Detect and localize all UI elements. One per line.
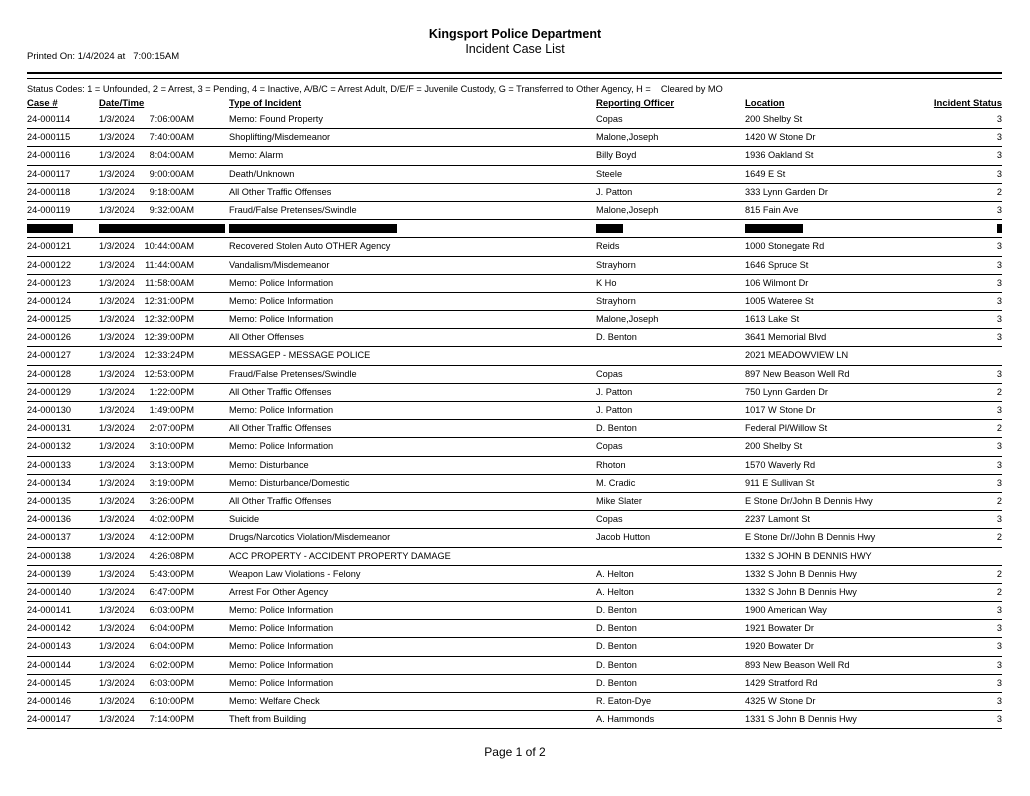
incident-type: All Other Traffic Offenses (229, 186, 332, 197)
incident-type: All Other Traffic Offenses (229, 423, 332, 434)
incident-time: 12:33:24PM (144, 350, 194, 361)
reporting-officer: D. Benton (596, 677, 637, 688)
incident-type: Memo: Police Information (229, 405, 334, 415)
reporting-officer: R. Eaton-Dye (596, 696, 652, 706)
reporting-officer: Reids (596, 241, 620, 252)
incident-location: Federal Pl/Willow St (745, 423, 828, 434)
reporting-officer: Mike Slater (596, 495, 642, 506)
incident-type: Shoplifting/Misdemeanor (229, 132, 331, 143)
printed-label: Printed On: 1/4/2024 at (27, 51, 126, 62)
incident-location: 2021 MEADOWVIEW LN (745, 350, 849, 361)
incident-status: 3 (996, 677, 1002, 688)
incident-time: 4:12:00PM (149, 532, 194, 543)
table-row-redacted (27, 220, 1002, 238)
incident-type: Memo: Police Information (229, 641, 334, 652)
incident-time: 8:04:00AM (149, 150, 194, 161)
redaction-bar (229, 224, 397, 233)
reporting-officer: Malone,Joseph (596, 132, 659, 143)
incident-status: 3 (996, 405, 1002, 415)
incident-status: 3 (996, 114, 1002, 124)
case-number: 24-000144 (27, 659, 71, 670)
incident-location: 1921 Bowater Dr (745, 623, 814, 634)
col-location: Location (745, 98, 785, 109)
incident-date: 1/3/2024 (99, 168, 135, 179)
printed-time: 7:00:15AM (133, 51, 180, 62)
incident-location: 106 Wilmont Dr (745, 277, 809, 288)
incident-location: 1429 Stratford Rd (745, 677, 818, 688)
case-number: 24-000134 (27, 477, 71, 488)
incident-type: Memo: Welfare Check (229, 696, 320, 706)
table-row (27, 293, 1002, 311)
incident-type: All Other Traffic Offenses (229, 386, 332, 397)
table-row (27, 275, 1002, 293)
reporting-officer: K Ho (596, 277, 617, 288)
incident-location: 4325 W Stone Dr (745, 696, 816, 706)
table-row (27, 384, 1002, 402)
table-row (27, 202, 1002, 220)
incident-status: 2 (996, 186, 1002, 197)
incident-type: Memo: Police Information (229, 605, 334, 616)
case-number: 24-000142 (27, 623, 71, 634)
incident-time: 9:00:00AM (149, 168, 194, 179)
col-type: Type of Incident (229, 98, 302, 109)
incident-date: 1/3/2024 (99, 186, 135, 197)
incident-location: 1332 S John B Dennis Hwy (745, 568, 857, 579)
incident-status: 3 (996, 459, 1002, 470)
incident-time: 1:49:00PM (149, 405, 194, 415)
reporting-officer: Rhoton (596, 459, 626, 470)
incident-date: 1/3/2024 (99, 441, 135, 452)
incident-date: 1/3/2024 (99, 696, 135, 706)
incident-status: 3 (996, 641, 1002, 652)
incident-location: 1646 Spruce St (745, 259, 809, 270)
incident-location: 911 E Sullivan St (745, 477, 815, 488)
incident-type: Vandalism/Misdemeanor (229, 259, 330, 270)
incident-location: 1420 W Stone Dr (745, 132, 816, 143)
table-row (27, 620, 1002, 638)
incident-time: 6:10:00PM (149, 696, 194, 706)
incident-type: Arrest For Other Agency (229, 586, 329, 597)
incident-status: 3 (996, 441, 1002, 452)
incident-time: 12:53:00PM (144, 368, 194, 379)
incident-time: 6:02:00PM (149, 659, 194, 670)
case-number: 24-000130 (27, 405, 71, 415)
case-number: 24-000125 (27, 314, 71, 325)
reporting-officer: Copas (596, 368, 623, 379)
incident-status: 3 (996, 477, 1002, 488)
reporting-officer: D. Benton (596, 659, 637, 670)
incident-time: 7:06:00AM (149, 114, 194, 124)
case-number: 24-000115 (27, 132, 71, 143)
incident-time: 12:39:00PM (144, 332, 194, 343)
incident-status: 3 (996, 514, 1002, 525)
reporting-officer: Malone,Joseph (596, 314, 659, 325)
reporting-officer: Strayhorn (596, 259, 636, 270)
table-row (27, 238, 1002, 256)
incident-date: 1/3/2024 (99, 423, 135, 434)
reporting-officer: A. Hammonds (596, 714, 655, 725)
case-number: 24-000147 (27, 714, 71, 725)
reporting-officer: J. Patton (596, 405, 633, 415)
incident-date: 1/3/2024 (99, 259, 135, 270)
case-number: 24-000122 (27, 259, 71, 270)
reporting-officer: D. Benton (596, 623, 637, 634)
incident-date: 1/3/2024 (99, 150, 135, 161)
incident-location: 1331 S John B Dennis Hwy (745, 714, 857, 725)
case-number: 24-000131 (27, 423, 71, 434)
case-number: 24-000137 (27, 532, 71, 543)
incident-date: 1/3/2024 (99, 405, 135, 415)
incident-status: 3 (996, 368, 1002, 379)
incident-time: 6:04:00PM (149, 623, 194, 634)
incident-location: 1332 S JOHN B DENNIS HWY (745, 550, 872, 561)
incident-location: E Stone Dr/John B Dennis Hwy (745, 495, 873, 506)
reporting-officer: Copas (596, 114, 623, 124)
incident-type: Memo: Police Information (229, 659, 334, 670)
incident-time: 3:13:00PM (149, 459, 194, 470)
incident-time: 4:26:08PM (149, 550, 194, 561)
incident-time: 6:04:00PM (149, 641, 194, 652)
incident-date: 1/3/2024 (99, 368, 135, 379)
table-row (27, 457, 1002, 475)
case-number: 24-000116 (27, 150, 71, 161)
case-number: 24-000139 (27, 568, 71, 579)
table-row (27, 548, 1002, 566)
incident-date: 1/3/2024 (99, 514, 135, 525)
table-row (27, 566, 1002, 584)
incident-location: 1005 Wateree St (745, 295, 814, 306)
reporting-officer: A. Helton (596, 568, 634, 579)
incident-status: 3 (996, 623, 1002, 634)
incident-date: 1/3/2024 (99, 277, 135, 288)
reporting-officer: Copas (596, 514, 623, 525)
col-case: Case # (27, 98, 58, 109)
incident-date: 1/3/2024 (99, 568, 135, 579)
redaction-bar (596, 224, 623, 233)
reporting-officer: D. Benton (596, 605, 637, 616)
table-row (27, 711, 1002, 729)
incident-status: 3 (996, 168, 1002, 179)
incident-time: 6:03:00PM (149, 605, 194, 616)
incident-location: 200 Shelby St (745, 114, 803, 124)
table-row (27, 493, 1002, 511)
table-row (27, 475, 1002, 493)
case-number: 24-000136 (27, 514, 71, 525)
incident-time: 6:03:00PM (149, 677, 194, 688)
table-row (27, 638, 1002, 656)
case-number: 24-000145 (27, 677, 71, 688)
printed-on (27, 51, 179, 62)
incident-date: 1/3/2024 (99, 586, 135, 597)
incident-type: Memo: Disturbance/Domestic (229, 477, 350, 488)
case-number: 24-000118 (27, 186, 71, 197)
reporting-officer: D. Benton (596, 641, 637, 652)
incident-location: 1000 Stonegate Rd (745, 241, 825, 252)
incident-location: 1920 Bowater Dr (745, 641, 814, 652)
incident-date: 1/3/2024 (99, 477, 135, 488)
case-number: 24-000135 (27, 495, 71, 506)
incident-date: 1/3/2024 (99, 641, 135, 652)
incident-status: 3 (996, 332, 1002, 343)
incident-location: 1570 Waverly Rd (745, 459, 816, 470)
incident-location: 893 New Beason Well Rd (745, 659, 850, 670)
incident-status: 3 (996, 714, 1002, 725)
incident-type: Memo: Police Information (229, 677, 334, 688)
header-rule-thin (27, 78, 1002, 79)
table-row (27, 602, 1002, 620)
incident-type: Suicide (229, 514, 260, 525)
incident-type: All Other Offenses (229, 332, 304, 343)
incident-status: 2 (996, 495, 1002, 506)
reporting-officer: D. Benton (596, 423, 637, 434)
incident-status: 3 (996, 314, 1002, 325)
incident-type: Memo: Police Information (229, 277, 334, 288)
incident-time: 12:32:00PM (144, 314, 194, 325)
incident-time: 7:40:00AM (149, 132, 194, 143)
incident-time: 7:14:00PM (149, 714, 194, 725)
case-number: 24-000126 (27, 332, 71, 343)
table-row (27, 657, 1002, 675)
table-row (27, 675, 1002, 693)
page-footer: Page 1 of 2 (484, 745, 546, 759)
incident-type: Memo: Disturbance (229, 459, 309, 470)
table-row (27, 584, 1002, 602)
incident-date: 1/3/2024 (99, 714, 135, 725)
incident-type: Memo: Found Property (229, 114, 323, 124)
case-number: 24-000138 (27, 550, 71, 561)
incident-time: 10:44:00AM (144, 241, 194, 252)
redaction-bar (745, 224, 803, 233)
case-number: 24-000119 (27, 204, 71, 215)
incident-date: 1/3/2024 (99, 459, 135, 470)
incident-status: 3 (996, 259, 1002, 270)
incident-location: 200 Shelby St (745, 441, 803, 452)
incident-status: 3 (996, 150, 1002, 161)
reporting-officer: M. Cradic (596, 477, 636, 488)
incident-location: 750 Lynn Garden Dr (745, 386, 828, 397)
case-number: 24-000141 (27, 605, 71, 616)
header-rule (27, 72, 1002, 74)
table-row (27, 366, 1002, 384)
incident-location: 1017 W Stone Dr (745, 405, 816, 415)
incident-type: Theft from Building (229, 714, 307, 725)
case-number: 24-000140 (27, 586, 71, 597)
incident-type: MESSAGEP - MESSAGE POLICE (229, 350, 371, 361)
incident-status: 2 (996, 386, 1002, 397)
case-number: 24-000146 (27, 696, 71, 706)
incident-date: 1/3/2024 (99, 350, 135, 361)
incident-date: 1/3/2024 (99, 605, 135, 616)
table-row (27, 166, 1002, 184)
incident-status: 3 (996, 295, 1002, 306)
incident-time: 3:19:00PM (149, 477, 194, 488)
incident-status: 2 (996, 423, 1002, 434)
col-date-time: Date/Time (99, 98, 145, 109)
case-number: 24-000132 (27, 441, 71, 452)
status-codes-legend: Status Codes: 1 = Unfounded, 2 = Arrest, 3 = Pending, 4 = Inactive, A/B/C = Arrest Adult, D/E/F = Juvenile Custody, G = Transferred to Other Agency, H = Cleared by MO (27, 84, 723, 94)
case-number: 24-000114 (27, 114, 71, 124)
incident-date: 1/3/2024 (99, 332, 135, 343)
reporting-officer: Steele (596, 168, 623, 179)
incident-location: 1613 Lake St (745, 314, 800, 325)
incident-time: 3:10:00PM (149, 441, 194, 452)
table-row (27, 511, 1002, 529)
incident-date: 1/3/2024 (99, 532, 135, 543)
incident-status: 3 (996, 696, 1002, 706)
incident-type: Fraud/False Pretenses/Swindle (229, 368, 357, 379)
table-header (27, 98, 1002, 111)
case-number: 24-000127 (27, 350, 71, 361)
table-row (27, 693, 1002, 711)
incident-date: 1/3/2024 (99, 132, 135, 143)
incident-type: Memo: Police Information (229, 441, 334, 452)
redaction-bar (27, 224, 73, 233)
incident-time: 1:22:00PM (149, 386, 194, 397)
report-subtitle: Incident Case List (465, 42, 565, 56)
incident-type: Memo: Alarm (229, 150, 284, 161)
reporting-officer: A. Helton (596, 586, 634, 597)
incident-date: 1/3/2024 (99, 314, 135, 325)
incident-location: 1332 S John B Dennis Hwy (745, 586, 857, 597)
reporting-officer: J. Patton (596, 186, 633, 197)
incident-date: 1/3/2024 (99, 677, 135, 688)
table-row (27, 129, 1002, 147)
incident-status: 3 (996, 204, 1002, 215)
incident-type: Weapon Law Violations - Felony (229, 568, 361, 579)
incident-location: 1936 Oakland St (745, 150, 814, 161)
table-row (27, 347, 1002, 365)
incident-date: 1/3/2024 (99, 550, 135, 561)
case-number: 24-000123 (27, 277, 71, 288)
case-number: 24-000129 (27, 386, 71, 397)
incident-type: Drugs/Narcotics Violation/Misdemeanor (229, 532, 391, 543)
incident-status: 3 (996, 605, 1002, 616)
incident-type: Memo: Police Information (229, 295, 334, 306)
table-row (27, 147, 1002, 165)
case-number: 24-000117 (27, 168, 71, 179)
table-row (27, 184, 1002, 202)
table-row (27, 257, 1002, 275)
case-number: 24-000121 (27, 241, 71, 252)
incident-date: 1/3/2024 (99, 495, 135, 506)
case-number: 24-000143 (27, 641, 71, 652)
incident-table (27, 111, 1002, 729)
incident-status: 2 (996, 586, 1002, 597)
incident-status: 3 (996, 132, 1002, 143)
incident-type: Death/Unknown (229, 168, 295, 179)
reporting-officer: Billy Boyd (596, 150, 637, 161)
reporting-officer: Jacob Hutton (596, 532, 651, 543)
col-status: Incident Status (933, 98, 1002, 109)
reporting-officer: D. Benton (596, 332, 637, 343)
table-row (27, 329, 1002, 347)
incident-status: 2 (996, 568, 1002, 579)
incident-date: 1/3/2024 (99, 204, 135, 215)
incident-time: 9:32:00AM (149, 204, 194, 215)
incident-status: 2 (996, 532, 1002, 543)
incident-location: 333 Lynn Garden Dr (745, 186, 828, 197)
case-number: 24-000124 (27, 295, 71, 306)
incident-location: 2237 Lamont St (745, 514, 810, 525)
table-row (27, 438, 1002, 456)
incident-type: ACC PROPERTY - ACCIDENT PROPERTY DAMAGE (229, 550, 451, 561)
table-row (27, 311, 1002, 329)
incident-time: 12:31:00PM (144, 295, 194, 306)
incident-time: 2:07:00PM (149, 423, 194, 434)
redaction-bar (997, 224, 1002, 233)
incident-type: All Other Traffic Offenses (229, 495, 332, 506)
incident-type: Fraud/False Pretenses/Swindle (229, 204, 357, 215)
reporting-officer: Copas (596, 441, 623, 452)
incident-location: 3641 Memorial Blvd (745, 332, 827, 343)
table-row (27, 111, 1002, 129)
incident-date: 1/3/2024 (99, 623, 135, 634)
table-row (27, 529, 1002, 547)
redaction-bar (99, 224, 225, 233)
incident-type: Recovered Stolen Auto OTHER Agency (229, 241, 391, 252)
incident-location: 897 New Beason Well Rd (745, 368, 850, 379)
incident-time: 9:18:00AM (149, 186, 194, 197)
case-number: 24-000133 (27, 459, 71, 470)
incident-date: 1/3/2024 (99, 114, 135, 124)
incident-time: 11:58:00AM (145, 277, 194, 288)
reporting-officer: Strayhorn (596, 295, 636, 306)
incident-type: Memo: Police Information (229, 314, 334, 325)
incident-time: 3:26:00PM (149, 495, 194, 506)
incident-date: 1/3/2024 (99, 659, 135, 670)
table-row (27, 402, 1002, 420)
incident-time: 4:02:00PM (149, 514, 194, 525)
incident-status: 3 (996, 659, 1002, 670)
col-officer: Reporting Officer (596, 98, 675, 109)
incident-date: 1/3/2024 (99, 386, 135, 397)
report-title: Kingsport Police Department (428, 27, 602, 41)
incident-status: 3 (996, 241, 1002, 252)
case-number: 24-000128 (27, 368, 71, 379)
incident-time: 5:43:00PM (149, 568, 194, 579)
incident-location: E Stone Dr//John B Dennis Hwy (745, 532, 876, 543)
reporting-officer: J. Patton (596, 386, 633, 397)
incident-location: 1649 E St (745, 168, 786, 179)
incident-status: 3 (996, 277, 1002, 288)
incident-type: Memo: Police Information (229, 623, 334, 634)
incident-date: 1/3/2024 (99, 295, 135, 306)
table-row (27, 420, 1002, 438)
incident-time: 11:44:00AM (145, 259, 194, 270)
reporting-officer: Malone,Joseph (596, 204, 659, 215)
incident-time: 6:47:00PM (149, 586, 194, 597)
incident-location: 1900 American Way (745, 605, 827, 616)
incident-location: 815 Fain Ave (745, 204, 799, 215)
incident-date: 1/3/2024 (99, 241, 135, 252)
